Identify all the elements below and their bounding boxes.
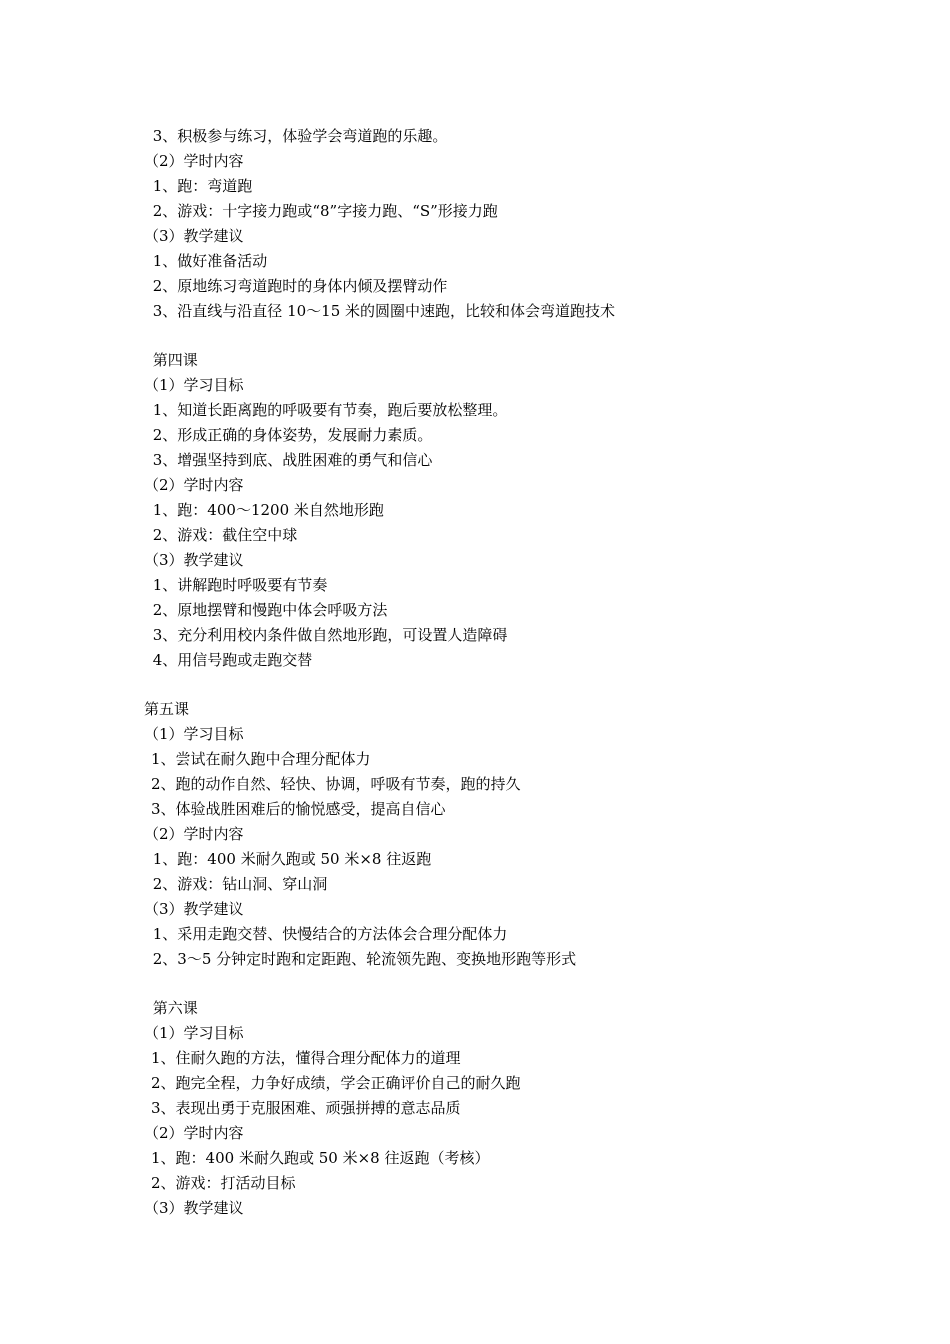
- text-line: 3、增强坚持到底、战胜困难的勇气和信心: [148, 451, 433, 469]
- section-heading: （3）教学建议: [144, 1199, 244, 1217]
- text-line: 2、游戏：钻山洞、穿山洞: [148, 875, 328, 893]
- text-line: 1、跑：弯道跑: [148, 177, 253, 195]
- text-line: 2、形成正确的身体姿势，发展耐力素质。: [148, 426, 433, 444]
- lesson-title: 第六课: [148, 999, 198, 1017]
- text-line: 4、用信号跑或走跑交替: [148, 651, 313, 669]
- text-line: 3、表现出勇于克服困难、顽强拼搏的意志品质: [151, 1099, 461, 1117]
- text-line: 1、做好准备活动: [148, 252, 268, 270]
- text-line: 2、原地练习弯道跑时的身体内倾及摆臂动作: [148, 277, 448, 295]
- text-line: 2、游戏：截住空中球: [148, 526, 298, 544]
- text-line: 2、跑的动作自然、轻快、协调，呼吸有节奏，跑的持久: [151, 775, 521, 793]
- section-heading: （2）学时内容: [144, 1124, 244, 1142]
- text-line: 1、采用走跑交替、快慢结合的方法体会合理分配体力: [148, 925, 508, 943]
- section-heading: （2）学时内容: [144, 825, 244, 843]
- lesson-title: 第五课: [144, 700, 190, 718]
- section-heading: （3）教学建议: [144, 227, 244, 245]
- text-line: 1、跑：400 米耐久跑或 50 米×8 往返跑（考核）: [151, 1149, 490, 1167]
- text-line: 1、跑：400～1200 米自然地形跑: [148, 501, 384, 519]
- section-heading: （2）学时内容: [144, 476, 244, 494]
- section-heading: （1）学习目标: [144, 376, 244, 394]
- text-line: 3、体验战胜困难后的愉悦感受，提高自信心: [151, 800, 446, 818]
- text-line: 1、尝试在耐久跑中合理分配体力: [151, 750, 371, 768]
- text-line: 2、3～5 分钟定时跑和定距跑、轮流领先跑、变换地形跑等形式: [148, 950, 577, 968]
- text-line: 3、充分利用校内条件做自然地形跑，可设置人造障碍: [148, 626, 508, 644]
- text-line: 1、住耐久跑的方法，懂得合理分配体力的道理: [151, 1049, 461, 1067]
- section-heading: （3）教学建议: [144, 551, 244, 569]
- text-line: 2、原地摆臂和慢跑中体会呼吸方法: [148, 601, 388, 619]
- text-line: 1、知道长距离跑的呼吸要有节奏，跑后要放松整理。: [148, 401, 508, 419]
- section-heading: （3）教学建议: [144, 900, 244, 918]
- text-line: 3、积极参与练习，体验学会弯道跑的乐趣。: [148, 127, 448, 145]
- text-line: 2、跑完全程，力争好成绩，学会正确评价自己的耐久跑: [151, 1074, 521, 1092]
- text-line: 2、游戏：打活动目标: [151, 1174, 296, 1192]
- lesson-title: 第四课: [148, 351, 198, 369]
- text-line: 1、讲解跑时呼吸要有节奏: [148, 576, 328, 594]
- text-line: 1、跑：400 米耐久跑或 50 米×8 往返跑: [148, 850, 432, 868]
- text-line: 2、游戏：十字接力跑或“8”字接力跑、“S”形接力跑: [148, 202, 498, 220]
- section-heading: （1）学习目标: [144, 725, 244, 743]
- section-heading: （2）学时内容: [144, 152, 244, 170]
- section-heading: （1）学习目标: [144, 1024, 244, 1042]
- text-line: 3、沿直线与沿直径 10～15 米的圆圈中速跑，比较和体会弯道跑技术: [148, 302, 616, 320]
